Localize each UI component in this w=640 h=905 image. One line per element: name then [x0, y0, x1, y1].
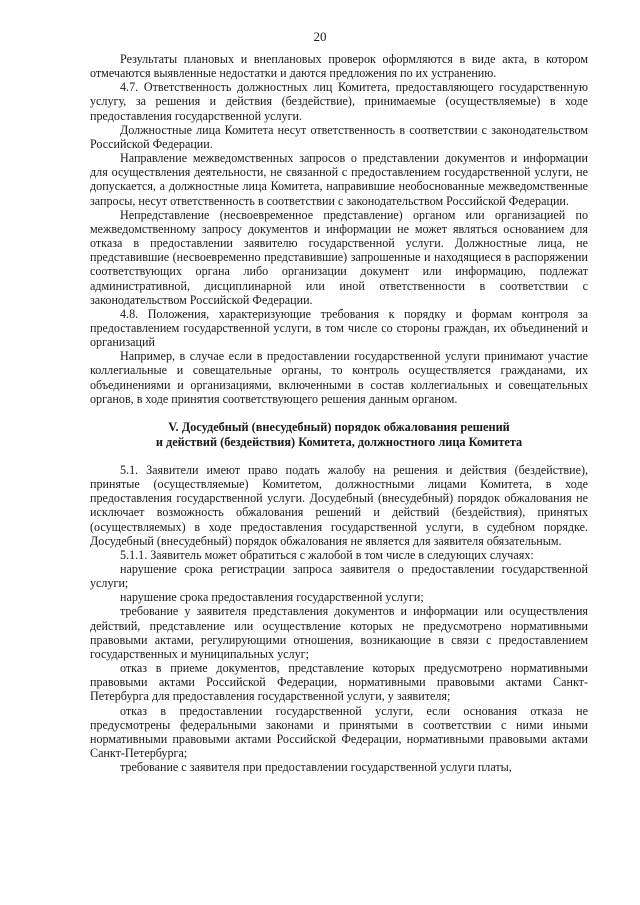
paragraph-5-1: 5.1. Заявители имеют право подать жалобу на решения и действия (бездействие), принятые (осуществляемые) Комитетом, должностными лицами Комитета, в ходе предоставления государственной услуги. Досудебный (внесудебный) порядок обжалования не исключает возможность обжалования решений и действий (бездействия), принятых (осуществляемых) в ходе предоставления государственной услуги, в судебном порядке. Досудебный (внесудебный) порядок обжалования не является для заявителя обязательным.	[90, 462, 588, 548]
list-item-fee-requirement: требование с заявителя при предоставлении государственной услуги платы,	[120, 760, 512, 775]
list-item-refusal-acceptance: отказ в приеме документов, представление которых предусмотрено нормативными правовыми актами Российской Федерации, нормативными правовыми актами Санкт-Петербурга для предоставления государственной услуги, у заявителя;	[90, 661, 588, 704]
section-heading-line-2: и действий (бездействия) Комитета, должностного лица Комитета	[155, 434, 523, 449]
list-item-refusal-service: отказ в предоставлении государственной услуги, если основания отказа не предусмотрены федеральными законами и принятыми в соответствии с ними иными нормативными правовыми актами Российской Федерации, нормативными правовыми актами Санкт-Петербурга;	[90, 703, 588, 761]
page-number: 20	[313, 29, 327, 44]
paragraph-non-submission: Непредставление (несвоевременное представление) органом или организацией по межведомственному запросу документов и информации не может являться основанием для отказа в предоставлении заявителю государственной услуги. Должностные лица, не представившие (несвоевременно представившие) запрошенные и находящиеся в распоряжении соответствующих органа либо организации документ или информацию, подлежат административной, дисциплинарной или иной ответственности в соответствии с законодательством Российской Федерации.	[90, 207, 588, 307]
paragraph-5-1-1: 5.1.1. Заявитель может обратиться с жалобой в том числе в следующих случаях:	[120, 547, 534, 562]
paragraph-example-collegial: Например, в случае если в предоставлении государственной услуги принимают участие коллегиальные и совещательные органы, то контроль осуществляется гражданами, их объединениями и организациями, включенными в состав коллегиальных и совещательных органов, в ходе принятия соответствующего решения данным органом.	[90, 349, 588, 406]
list-item-registration-violation: нарушение срока регистрации запроса заявителя о предоставлении государственной услуги;	[90, 562, 588, 591]
paragraph-4-8: 4.8. Положения, характеризующие требования к порядку и формам контроля за предоставлением государственной услуги, в том числе со стороны граждан, их объединений и организаций	[90, 306, 588, 350]
paragraph-interagency-requests: Направление межведомственных запросов о представлении документов и информации для осуществления деятельности, не связанной с предоставлением государственной услуги, не допускается, а должностные лица Комитета, направившие необоснованные межведомственные запросы, несут ответственность в соответствии с законодательством Российской Федерации.	[90, 151, 588, 208]
document-body	[90, 52, 588, 774]
paragraph-officials-responsibility: Должностные лица Комитета несут ответственность в соответствии с законодательством Российской Федерации.	[90, 122, 588, 151]
paragraph-inspection-results: Результаты плановых и внеплановых проверок оформляются в виде акта, в котором отмечаются выявленные недостатки и даются предложения по их устранению.	[90, 52, 588, 81]
section-heading	[90, 420, 588, 450]
section-heading-line-1: V. Досудебный (внесудебный) порядок обжалования решений	[168, 419, 510, 434]
list-item-extra-documents-requirement: требование у заявителя представления документов и информации или осуществления действий, представление или осуществление которых не предусмотрено нормативными правовыми актами, регулирующими отношения, возникающие в связи с предоставлением государственных и муниципальных услуг;	[90, 604, 588, 661]
paragraph-4-7: 4.7. Ответственность должностных лиц Комитета, предоставляющего государственную услугу, за решения и действия (бездействие), принимаемые (осуществляемые) в ходе предоставления государственной услуги.	[90, 80, 588, 123]
list-item-deadline-violation: нарушение срока предоставления государственной услуги;	[120, 590, 424, 605]
